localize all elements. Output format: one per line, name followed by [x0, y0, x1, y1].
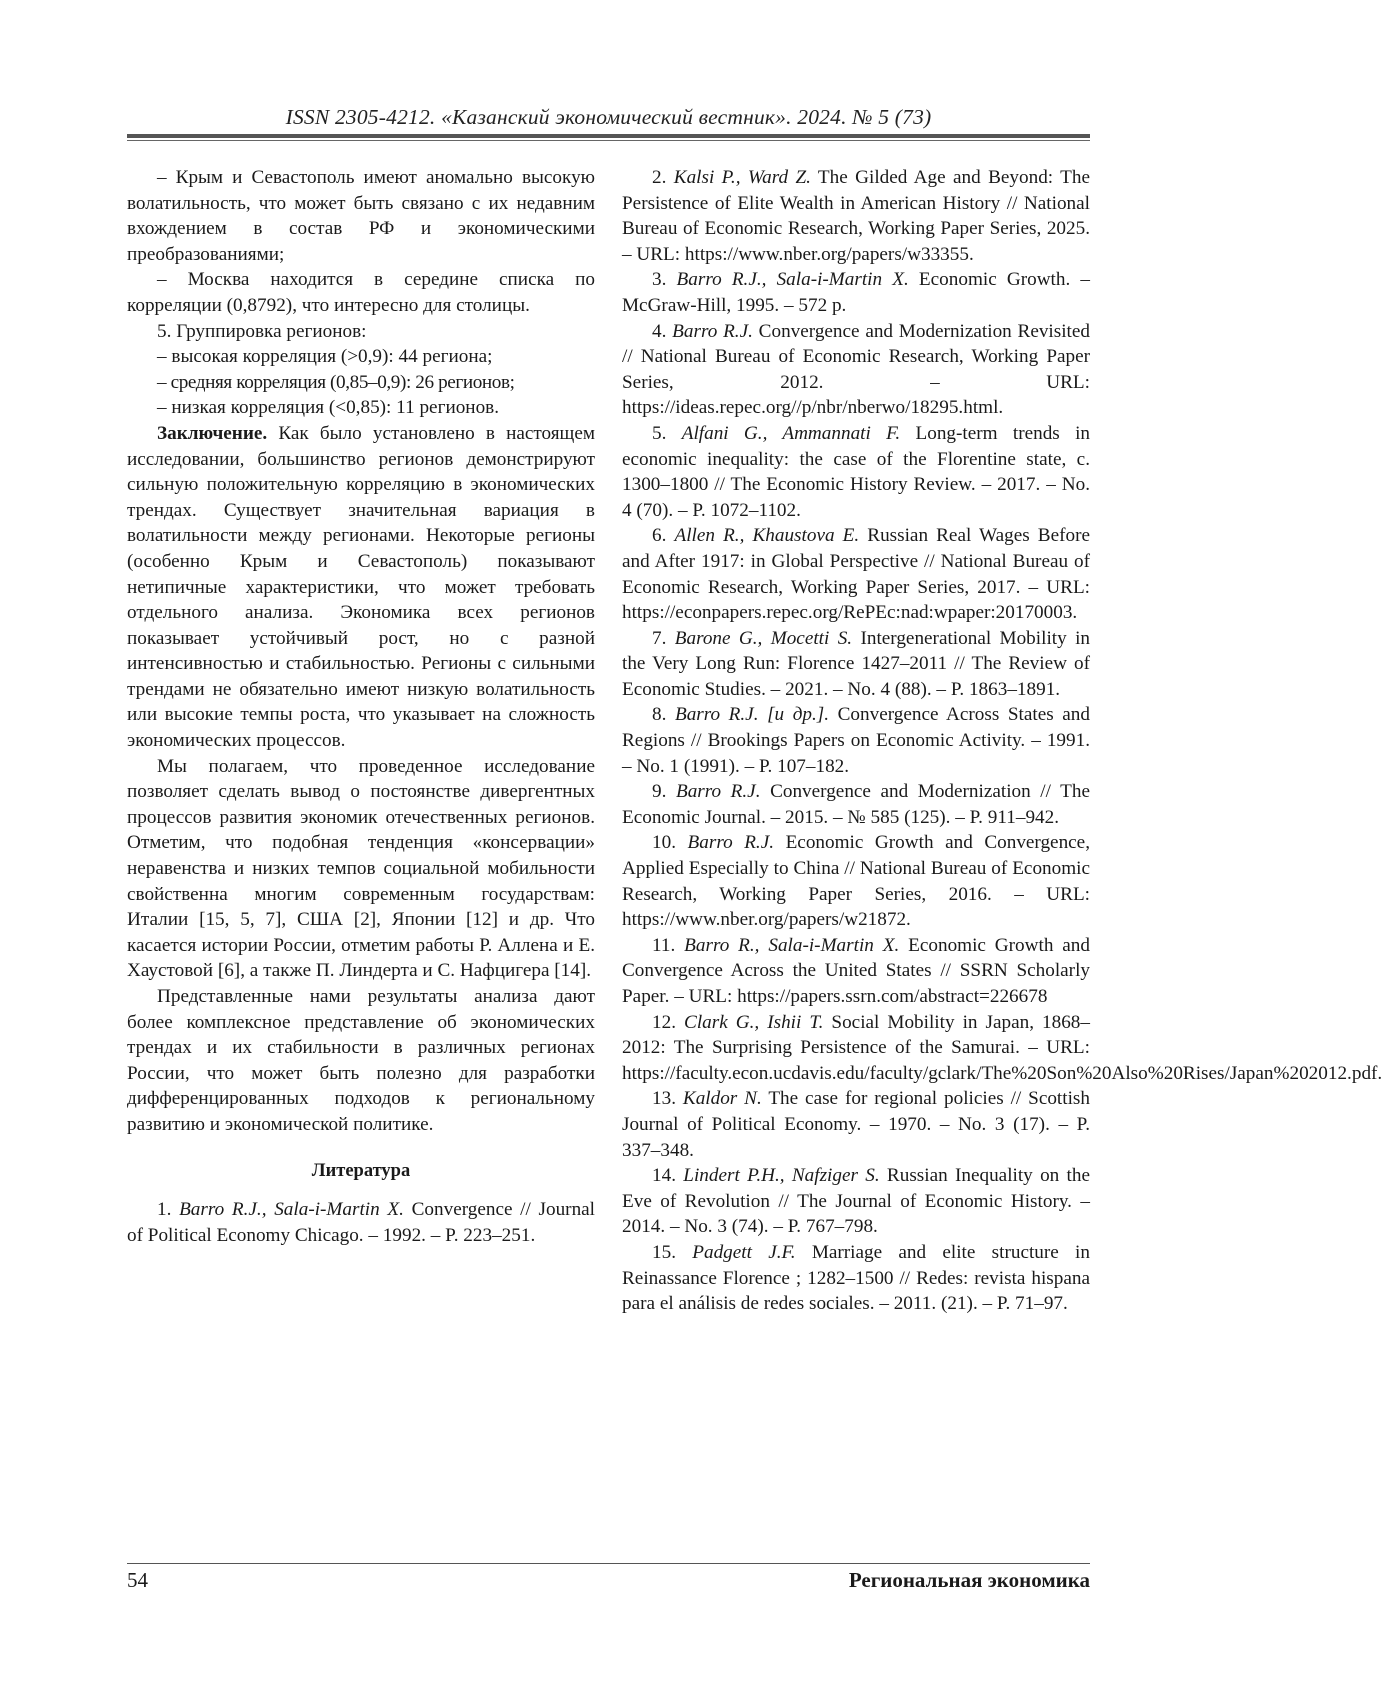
- left-column: [127, 165, 595, 1248]
- reference-text: Economic Growth and Convergence, Applied Especially to China // National Bureau of Economic Research, Working Paper Series, 2016. – URL: https://www.nber.org/papers/w21872.: [622, 832, 1091, 931]
- reference-number: 8.: [652, 704, 675, 726]
- reference-authors: Barro R.J. [и др.].: [674, 704, 830, 726]
- reference-item: [622, 830, 1090, 932]
- reference-item: [622, 523, 1090, 625]
- paragraph: 5. Группировка регионов:: [157, 320, 367, 342]
- reference-authors: Barro R.J.: [675, 781, 761, 803]
- header-rule-thick: [127, 134, 1090, 138]
- reference-number: 3.: [652, 269, 677, 291]
- section-title: Региональная экономика: [848, 1568, 1090, 1592]
- reference-text: Russian Real Wages Before and After 1917: in Global Perspective // National Bureau of Economic Research, Working Paper Series, 2017. – URL: https://econpapers.repec.org/RePEc:nad:wpaper:20170003.: [622, 525, 1090, 624]
- reference-number: 9.: [652, 781, 676, 803]
- reference-number: 10.: [652, 832, 688, 854]
- reference-item: [622, 319, 1090, 421]
- reference-text: Long-term trends in economic inequality: the case of the Florentine state, c. 1300–1800 // The Economic History Review. – 2017. – No. 4 (70). – P. 1072–1102.: [622, 422, 1091, 521]
- conclusion-label: Заключение.: [157, 422, 268, 444]
- reference-item: [622, 1240, 1090, 1317]
- header-rule-thin: [127, 140, 1090, 141]
- paragraph: Представленные нами результаты анализа дают более комплексное представление об экономических трендах и их стабильности в различных регионах России, что может быть полезно для разработки дифференцированных подходов к региональному развитию и экономической политике.: [127, 986, 595, 1135]
- reference-text: Economic Growth. – McGraw-Hill, 1995. – 572 p.: [622, 269, 1091, 316]
- reference-authors: Barro R.J.: [687, 832, 775, 854]
- list-item: – низкая корреляция (<0,85): 11 регионов.: [157, 397, 500, 419]
- reference-number: 15.: [652, 1241, 693, 1263]
- reference-number: 14.: [652, 1165, 684, 1187]
- reference-authors: Padgett J.F.: [692, 1241, 796, 1263]
- reference-text: Convergence Across States and Regions // Brookings Papers on Economic Activity. – 1991. – No. 1 (1991). – P. 107–182.: [622, 704, 1090, 777]
- footer-rule: [127, 1563, 1090, 1564]
- reference-authors: Lindert P.H., Nafziger S.: [683, 1165, 880, 1187]
- reference-text: The Gilded Age and Beyond: The Persistence of Elite Wealth in American History // National Bureau of Economic Research, Working Paper Series, 2025. – URL: https://www.nber.org/papers/w33355.: [622, 167, 1090, 265]
- literature-heading: Литература: [311, 1160, 411, 1181]
- reference-authors: Clark G., Ishii T.: [684, 1011, 824, 1033]
- reference-text: Convergence // Journal of Political Economy Chicago. – 1992. – P. 223–251.: [127, 1199, 596, 1246]
- reference-text: Convergence and Modernization Revisited // National Bureau of Economic Research, Working Paper Series, 2012. – URL: https://ideas.repec.org//p/nbr/nberwo/18295.html.: [622, 320, 1090, 419]
- reference-item: [622, 165, 1090, 267]
- reference-number: 1.: [157, 1199, 180, 1221]
- reference-authors: Barone G., Mocetti S.: [674, 627, 853, 649]
- reference-authors: Alfani G., Ammannati F.: [681, 422, 901, 444]
- list-item: – высокая корреляция (>0,9): 44 региона;: [157, 346, 493, 368]
- reference-text: Economic Growth and Convergence Across the United States // SSRN Scholarly Paper. – URL: https://papers.ssrn.com/abstract=226678: [622, 934, 1090, 1007]
- reference-authors: Kalsi P., Ward Z.: [673, 167, 811, 188]
- reference-number: 2.: [652, 167, 674, 188]
- reference-number: 4.: [652, 320, 673, 342]
- paragraph: Мы полагаем, что проведенное исследование позволяет сделать вывод о постоянстве дивергентных процессов развития экономик отечественных регионов. Отметим, что подобная тенденция «консервации» неравенства и низких темпов социальной мобильности свойственна многим современным государствам: Италии [15, 5, 7], США [2], Японии [12] и др. Что касается истории России, отметим работы Р. Аллена и Е. Хаустовой [6], а также П. Линдерта и С. Нафцигера [14].: [127, 755, 595, 982]
- journal-header: ISSN 2305-4212. «Казанский экономический вестник». 2024. № 5 (73): [285, 105, 932, 129]
- conclusion-text: Как было установлено в настоящем исследовании, большинство регионов демонстрируют сильную положительную корреляцию в экономических трендах. Существует значительная вариация в волатильности между регионами. Некоторые регионы (особенно Крым и Севастополь) показывают нетипичные характеристики, что может требовать отдельного анализа. Экономика всех регионов показывает устойчивый рост, но с разной интенсивностью и стабильностью. Регионы с сильными трендами не обязательно имеют низкую волатильность или высокие темпы роста, что указывает на сложность экономических процессов.: [127, 422, 595, 752]
- reference-text: Convergence and Modernization // The Economic Journal. – 2015. – № 585 (125). – P. 911–942.: [622, 781, 1091, 828]
- reference-text: Russian Inequality on the Eve of Revolution // The Journal of Economic History. – 2014. – No. 3 (74). – P. 767–798.: [622, 1165, 1090, 1238]
- reference-text: Social Mobility in Japan, 1868–2012: The Surprising Persistence of the Samurai. – URL: https://faculty.econ.ucdavis.edu/faculty/gclark/The%20Son%20Also%20Rises/Japan%202012.pdf.: [622, 1011, 1382, 1084]
- reference-number: 13.: [652, 1088, 683, 1110]
- reference-text: Intergenerational Mobility in the Very Long Run: Florence 1427–2011 // The Review of Economic Studies. – 2021. – No. 4 (88). – P. 1863–1891.: [622, 627, 1090, 700]
- reference-authors: Kaldor N.: [682, 1088, 762, 1110]
- reference-item: [622, 1086, 1090, 1163]
- reference-number: 5.: [652, 422, 682, 444]
- reference-item: [622, 421, 1090, 523]
- reference-number: 6.: [652, 525, 675, 547]
- reference-authors: Allen R., Khaustova E.: [674, 525, 860, 547]
- reference-item: [622, 1010, 1382, 1087]
- reference-authors: Barro R.J.: [672, 320, 753, 342]
- reference-item: [622, 267, 1090, 318]
- reference-item: [127, 1197, 595, 1248]
- reference-authors: Barro R.J., Sala-i-Martin X.: [676, 269, 909, 291]
- reference-authors: Barro R., Sala-i-Martin X.: [684, 934, 900, 956]
- reference-item: [622, 626, 1090, 703]
- reference-number: 12.: [652, 1011, 685, 1033]
- reference-item: [622, 933, 1090, 1010]
- conclusion-paragraph: [127, 421, 595, 754]
- reference-text: The case for regional policies // Scottish Journal of Political Economy. – 1970. – No. 3 (17). – P. 337–348.: [622, 1088, 1090, 1161]
- reference-text: Marriage and elite structure in Reinassance Florence ; 1282–1500 // Redes: revista hispana para el análisis de redes sociales. – 2011. (21). – P. 71–97.: [622, 1241, 1090, 1315]
- paragraph: – Крым и Севастополь имеют аномально высокую волатильность, что может быть связано с их недавним вхождением в состав РФ и экономическими преобразованиями;: [127, 167, 595, 265]
- page-number: 54: [127, 1568, 148, 1592]
- reference-authors: Barro R.J., Sala-i-Martin X.: [179, 1199, 404, 1221]
- right-column: [622, 165, 1382, 1317]
- reference-item: [622, 702, 1090, 779]
- reference-item: [622, 1163, 1090, 1240]
- reference-number: 11.: [652, 934, 685, 956]
- reference-number: 7.: [652, 627, 675, 649]
- reference-item: [622, 779, 1090, 830]
- list-item: – средняя корреляция (0,85–0,9): 26 регионов;: [157, 371, 515, 393]
- paragraph: – Москва находится в середине списка по корреляции (0,8792), что интересно для столицы.: [127, 269, 595, 316]
